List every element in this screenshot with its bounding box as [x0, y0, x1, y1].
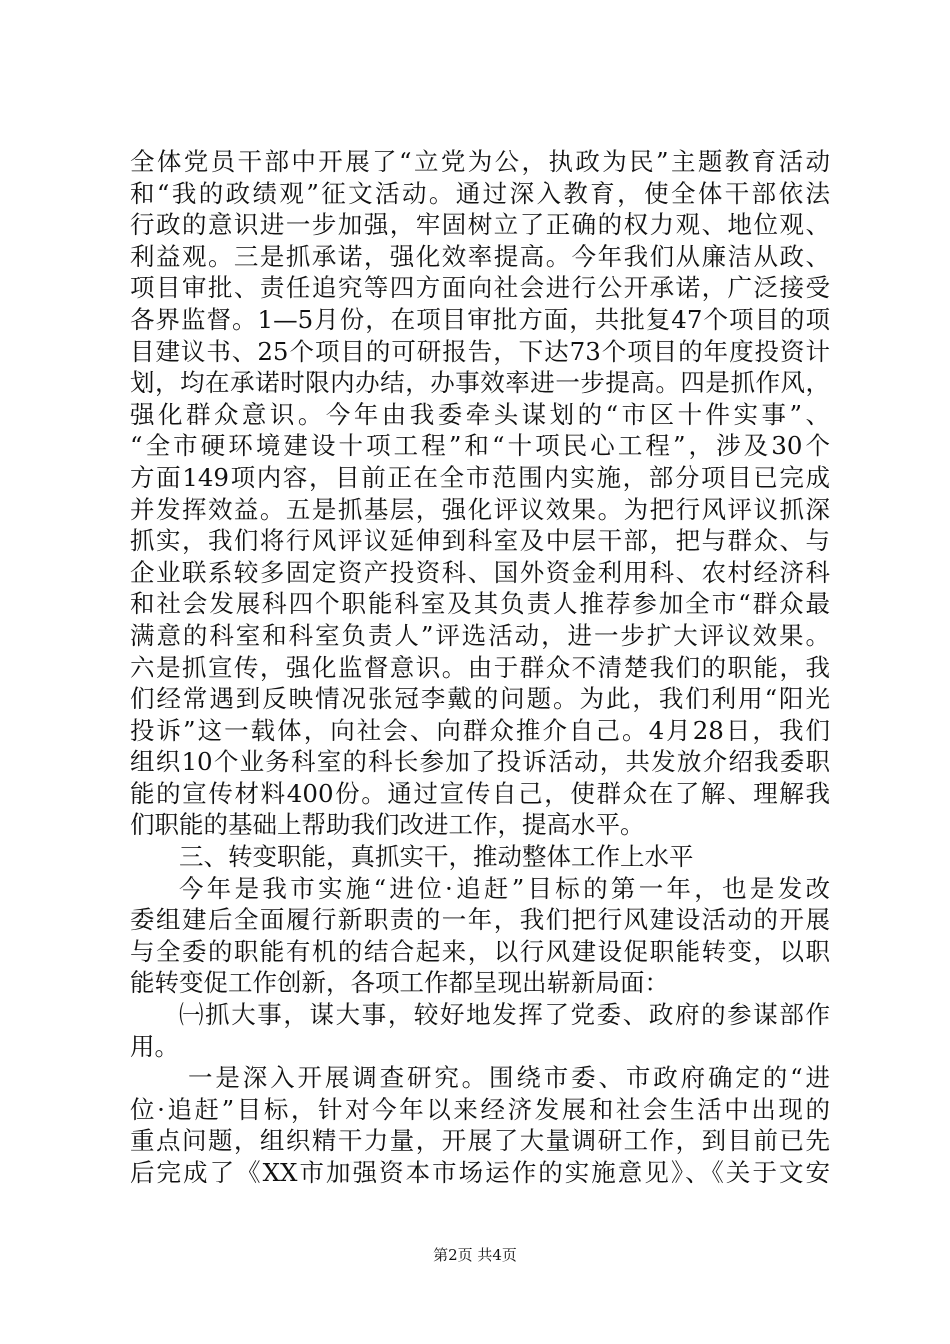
text-line: 并发挥效益。五是抓基层，强化评议效果。为把行风评议抓深 [130, 494, 830, 524]
text-line: 和社会发展科四个职能科室及其负责人推荐参加全市“群众最 [130, 589, 830, 619]
text-line: 方面149项内容，目前正在全市范围内实施，部分项目已完成 [130, 462, 830, 492]
text-line: 项目审批、责任追究等四方面向社会进行公开承诺，广泛接受 [130, 273, 830, 303]
text-line: 六是抓宣传，强化监督意识。由于群众不清楚我们的职能，我 [130, 652, 830, 682]
text-line: 们经常遇到反映情况张冠李戴的问题。为此，我们利用“阳光 [130, 684, 830, 714]
text-line: 今年是我市实施“进位·追赶”目标的第一年，也是发改 [179, 873, 830, 903]
text-line: 位·追赶”目标，针对今年以来经济发展和社会生活中出现的 [130, 1094, 830, 1124]
text-line: 目建议书、25个项目的可研报告，下达73个项目的年度投资计 [130, 336, 830, 366]
text-line: 投诉”这一载体，向社会、向群众推介自己。4月28日，我们 [130, 715, 830, 745]
text-line: 企业联系较多固定资产投资科、国外资金利用科、农村经济科 [130, 557, 830, 587]
text-line: 抓实，我们将行风评议延伸到科室及中层干部，把与群众、与 [130, 526, 830, 556]
document-body [130, 146, 830, 1189]
text-line: 组织10个业务科室的科长参加了投诉活动，共发放介绍我委职 [130, 747, 830, 777]
text-line: 们职能的基础上帮助我们改进工作，提高水平。 [130, 810, 645, 840]
text-line: 能的宣传材料400份。通过宣传自己，使群众在了解、理解我 [130, 778, 830, 808]
text-line: 委组建后全面履行新职责的一年，我们把行风建设活动的开展 [130, 905, 830, 935]
text-line: 满意的科室和科室负责人”评选活动，进一步扩大评议效果。 [130, 620, 830, 650]
text-line: 各界监督。1—5月份，在项目审批方面，共批复47个项目的项 [130, 304, 830, 334]
text-line: 和“我的政绩观”征文活动。通过深入教育，使全体干部依法 [130, 178, 830, 208]
text-line: 全体党员干部中开展了“立党为公，执政为民”主题教育活动 [130, 147, 830, 176]
text-line: 能转变促工作创新，各项工作都呈现出崭新局面： [130, 968, 669, 998]
text-line: 后完成了《XX市加强资本市场运作的实施意见》、《关于文安 [130, 1158, 830, 1187]
text-line: 划，均在承诺时限内办结，办事效率进一步提高。四是抓作风， [130, 368, 830, 398]
text-line: 一是深入开展调查研究。围绕市委、市政府确定的“进 [188, 1063, 830, 1093]
text-line: 行政的意识进一步加强，牢固树立了正确的权力观、地位观、 [130, 210, 830, 240]
section-heading: 三、转变职能，真抓实干，推动整体工作上水平 [179, 842, 694, 872]
text-line: 用。 [130, 1031, 179, 1061]
text-line: 利益观。三是抓承诺，强化效率提高。今年我们从廉洁从政、 [130, 241, 830, 271]
text-line: 与全委的职能有机的结合起来，以行风建设促职能转变，以职 [130, 936, 830, 966]
page-footer: 第2页 共4页 [433, 1246, 517, 1264]
text-line: 强化群众意识。今年由我委牵头谋划的“市区十件实事”、 [130, 399, 830, 429]
text-line: 重点问题，组织精干力量，开展了大量调研工作，到目前已先 [130, 1126, 830, 1156]
subsection-heading: ㈠抓大事，谋大事，较好地发挥了党委、政府的参谋部作 [179, 1000, 830, 1030]
text-line: “全市硬环境建设十项工程”和“十项民心工程”，涉及30个 [130, 431, 830, 461]
